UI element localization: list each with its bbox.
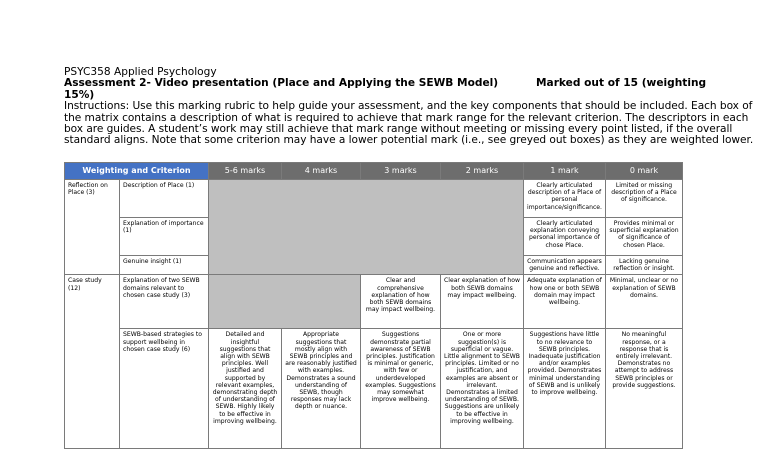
criterion-description-of-place: Description of Place (1) [120, 180, 209, 218]
weighting-text: 15%) [64, 88, 95, 101]
criterion-genuine-insight: Genuine insight (1) [120, 256, 209, 275]
rubric-cell: Suggestions demonstrate partial awareness of SEWB principles. Justification is minimal or generic, with few or underdeveloped examples. Suggestions may somewhat improve wellbeing. [361, 329, 441, 449]
criterion-explanation-of-domains: Explanation of two SEWB domains relevant to chosen case study (3) [120, 275, 209, 329]
rubric-cell: Adequate explanation of how one or both SEWB domain may impact wellbeing. [524, 275, 606, 329]
rubric-header-row [65, 163, 683, 180]
column-header-criterion: Weighting and Criterion [65, 163, 209, 180]
course-title: PSYC358 Applied Psychology [64, 66, 217, 78]
instructions-text: Instructions: Use this marking rubric to help guide your assessment, and the key components that should be included. Each box of the matrix contains a description of what is required to achieve that mark range for the relevant criterion. The descriptors in each box are guides. A student’s work may still achieve that mark range without meeting or missing every point listed, if the overall standard aligns. Note that some criterion may have a lower potential mark (i.e., see greyed out boxes) as they are weighted lower. [64, 100, 754, 147]
column-header-4-marks: 4 marks [282, 163, 361, 180]
greyed-out-cell [209, 180, 524, 275]
assessment-line [64, 78, 754, 89]
rubric-cell: Suggestions have little to no relevance to SEWB principles. Inadequate justification and/or examples provided. Demonstrates minimal understanding of SEWB and is unlikely to improve wellbeing. [524, 329, 606, 449]
table-row [65, 180, 683, 218]
marked-out-of: Marked out of 15 (weighting [536, 77, 707, 90]
marking-rubric-table [64, 162, 683, 449]
criterion-group-case-study: Case study (12) [65, 275, 120, 449]
rubric-cell: Clearly articulated explanation conveying personal importance of chose Place. [524, 218, 606, 256]
column-header-1-mark: 1 mark [524, 163, 606, 180]
column-header-0-mark: 0 mark [605, 163, 682, 180]
document-header [64, 67, 754, 147]
criterion-group-reflection: Reflection on Place (3) [65, 180, 120, 275]
column-header-2-marks: 2 marks [441, 163, 524, 180]
rubric-cell: Detailed and insightful suggestions that align with SEWB principles. Well justified and supported by relevant examples, demonstrating depth of understanding of SEWB. Highly likely to be effective in improving wellbeing. [209, 329, 282, 449]
greyed-out-cell [209, 275, 361, 329]
criterion-explanation-of-importance: Explanation of importance (1) [120, 218, 209, 256]
assessment-title: Assessment 2- Video presentation (Place and Applying the SEWB Model) [64, 77, 499, 90]
column-header-5-6-marks: 5-6 marks [209, 163, 282, 180]
rubric-cell: Lacking genuine reflection or insight. [605, 256, 682, 275]
table-row [65, 275, 683, 329]
criterion-sewb-strategies: SEWB-based strategies to support wellbeing in chosen case study (6) [120, 329, 209, 449]
rubric-cell: Limited or missing description of a Place of significance. [605, 180, 682, 218]
rubric-cell: Clear explanation of how both SEWB domains may impact wellbeing. [441, 275, 524, 329]
column-header-3-marks: 3 marks [361, 163, 441, 180]
rubric-cell: Clearly articulated description of a Place of personal importance/significance. [524, 180, 606, 218]
table-row [65, 329, 683, 449]
rubric-cell: One or more suggestion(s) is superficial or vague. Little alignment to SEWB principles. Limited or no justification, and examples are absent or irrelevant. Demonstrates a limited understanding of SEWB. Suggestions are unlikely to be effective in improving wellbeing. [441, 329, 524, 449]
rubric-cell: Provides minimal or superficial explanation of significance of chosen Place. [605, 218, 682, 256]
rubric-cell: Communication appears genuine and reflective. [524, 256, 606, 275]
rubric-cell: Minimal, unclear or no explanation of SEWB domains. [605, 275, 682, 329]
rubric-cell: Clear and comprehensive explanation of how both SEWB domains may impact wellbeing. [361, 275, 441, 329]
rubric-cell: Appropriate suggestions that mostly align with SEWB principles and are reasonably justified with examples. Demonstrates a sound understanding of SEWB, though responses may lack depth or nuance. [282, 329, 361, 449]
rubric-cell: No meaningful response, or a response that is entirely irrelevant. Demonstrates no attempt to address SEWB principles or provide suggestions. [605, 329, 682, 449]
